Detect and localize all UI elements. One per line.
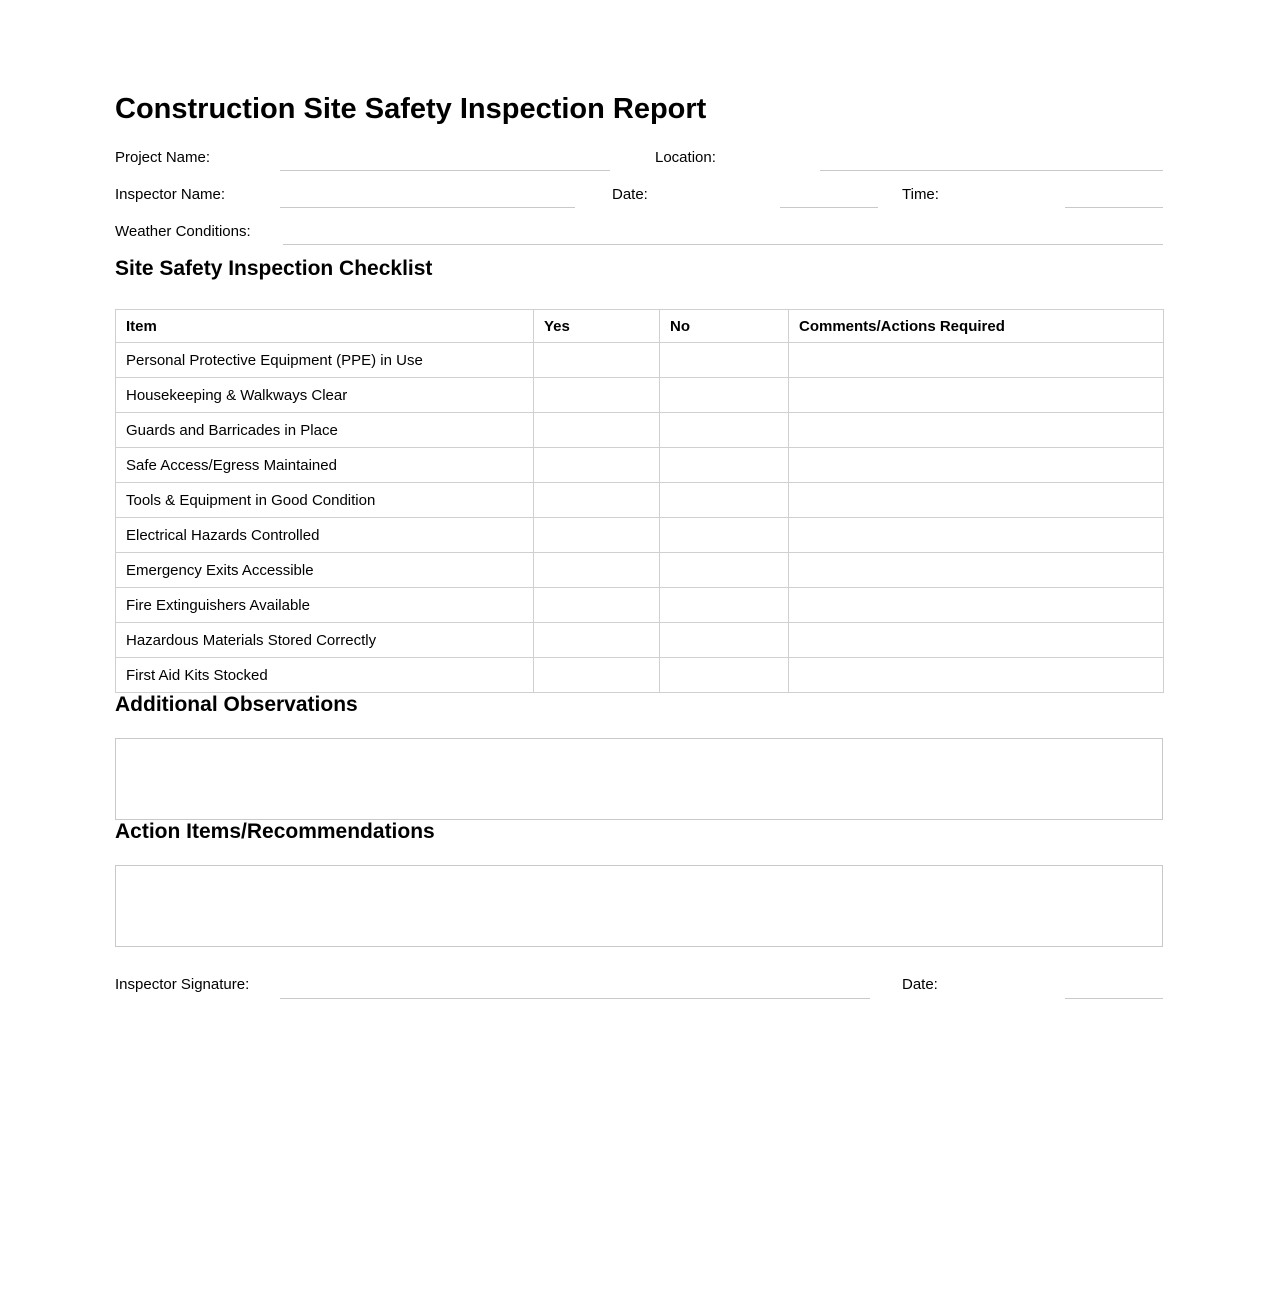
checklist-row bbox=[116, 553, 1164, 588]
location-label: Location: bbox=[655, 149, 716, 166]
checklist-item-label: Housekeeping & Walkways Clear bbox=[116, 378, 534, 413]
checklist-yes-cell[interactable] bbox=[534, 518, 660, 553]
checklist-yes-cell[interactable] bbox=[534, 588, 660, 623]
checklist-yes-cell[interactable] bbox=[534, 343, 660, 378]
time-field[interactable] bbox=[1065, 207, 1163, 208]
checklist-no-cell[interactable] bbox=[660, 378, 789, 413]
signature-row bbox=[115, 973, 1163, 1011]
column-header-no: No bbox=[660, 310, 789, 343]
checklist-heading: Site Safety Inspection Checklist bbox=[115, 257, 433, 280]
checklist-item-label: Safe Access/Egress Maintained bbox=[116, 448, 534, 483]
checklist-yes-cell[interactable] bbox=[534, 448, 660, 483]
weather-conditions-field[interactable] bbox=[283, 244, 1163, 245]
checklist-table bbox=[115, 309, 1164, 693]
checklist-comments-cell[interactable] bbox=[789, 623, 1164, 658]
checklist-row bbox=[116, 623, 1164, 658]
checklist-row bbox=[116, 483, 1164, 518]
checklist-no-cell[interactable] bbox=[660, 588, 789, 623]
inspector-name-label: Inspector Name: bbox=[115, 186, 226, 203]
checklist-item-label: Electrical Hazards Controlled bbox=[116, 518, 534, 553]
checklist-yes-cell[interactable] bbox=[534, 623, 660, 658]
project-name-label: Project Name: bbox=[115, 149, 211, 166]
checklist-no-cell[interactable] bbox=[660, 553, 789, 588]
checklist-no-cell[interactable] bbox=[660, 518, 789, 553]
signature-date-label: Date: bbox=[902, 976, 938, 993]
checklist-row bbox=[116, 518, 1164, 553]
checklist-no-cell[interactable] bbox=[660, 658, 789, 693]
checklist-item-label: Personal Protective Equipment (PPE) in Use bbox=[116, 343, 534, 378]
document-content bbox=[115, 0, 1163, 1011]
checklist-item-label: First Aid Kits Stocked bbox=[116, 658, 534, 693]
checklist-no-cell[interactable] bbox=[660, 413, 789, 448]
inspector-signature-label: Inspector Signature: bbox=[115, 976, 250, 993]
weather-conditions-label: Weather Conditions: bbox=[115, 223, 251, 240]
checklist-no-cell[interactable] bbox=[660, 343, 789, 378]
checklist-comments-cell[interactable] bbox=[789, 448, 1164, 483]
inspector-signature-field[interactable] bbox=[280, 998, 870, 999]
checklist-comments-cell[interactable] bbox=[789, 588, 1164, 623]
checklist-no-cell[interactable] bbox=[660, 483, 789, 518]
column-header-comments: Comments/Actions Required bbox=[789, 310, 1164, 343]
checklist-header-row bbox=[116, 310, 1164, 343]
form-row-project-location bbox=[115, 146, 1163, 183]
checklist-body bbox=[116, 343, 1164, 693]
checklist-row bbox=[116, 448, 1164, 483]
action-items-heading: Action Items/Recommendations bbox=[115, 820, 435, 843]
checklist-comments-cell[interactable] bbox=[789, 483, 1164, 518]
checklist-row bbox=[116, 588, 1164, 623]
additional-observations-heading: Additional Observations bbox=[115, 693, 358, 716]
checklist-yes-cell[interactable] bbox=[534, 658, 660, 693]
checklist-no-cell[interactable] bbox=[660, 623, 789, 658]
checklist-row bbox=[116, 378, 1164, 413]
checklist-yes-cell[interactable] bbox=[534, 553, 660, 588]
form-row-inspector-date-time bbox=[115, 183, 1163, 220]
date-field[interactable] bbox=[780, 207, 878, 208]
checklist-row bbox=[116, 413, 1164, 448]
page-title: Construction Site Safety Inspection Report bbox=[115, 93, 707, 125]
checklist-yes-cell[interactable] bbox=[534, 483, 660, 518]
checklist-yes-cell[interactable] bbox=[534, 413, 660, 448]
column-header-item: Item bbox=[116, 310, 534, 343]
project-name-field[interactable] bbox=[280, 170, 610, 171]
checklist-row bbox=[116, 343, 1164, 378]
signature-date-field[interactable] bbox=[1065, 998, 1163, 999]
checklist-comments-cell[interactable] bbox=[789, 343, 1164, 378]
checklist-comments-cell[interactable] bbox=[789, 658, 1164, 693]
checklist-item-label: Guards and Barricades in Place bbox=[116, 413, 534, 448]
checklist-item-label: Emergency Exits Accessible bbox=[116, 553, 534, 588]
form-row-weather bbox=[115, 220, 1163, 257]
header-form bbox=[115, 146, 1163, 257]
checklist-comments-cell[interactable] bbox=[789, 518, 1164, 553]
checklist-comments-cell[interactable] bbox=[789, 413, 1164, 448]
location-field[interactable] bbox=[820, 170, 1163, 171]
checklist-row bbox=[116, 658, 1164, 693]
column-header-yes: Yes bbox=[534, 310, 660, 343]
checklist-item-label: Hazardous Materials Stored Correctly bbox=[116, 623, 534, 658]
date-label: Date: bbox=[612, 186, 648, 203]
checklist-no-cell[interactable] bbox=[660, 448, 789, 483]
checklist-comments-cell[interactable] bbox=[789, 553, 1164, 588]
time-label: Time: bbox=[902, 186, 939, 203]
inspector-name-field[interactable] bbox=[280, 207, 575, 208]
checklist-item-label: Fire Extinguishers Available bbox=[116, 588, 534, 623]
checklist-comments-cell[interactable] bbox=[789, 378, 1164, 413]
checklist-item-label: Tools & Equipment in Good Condition bbox=[116, 483, 534, 518]
action-items-box[interactable] bbox=[115, 865, 1163, 947]
checklist-yes-cell[interactable] bbox=[534, 378, 660, 413]
additional-observations-box[interactable] bbox=[115, 738, 1163, 820]
